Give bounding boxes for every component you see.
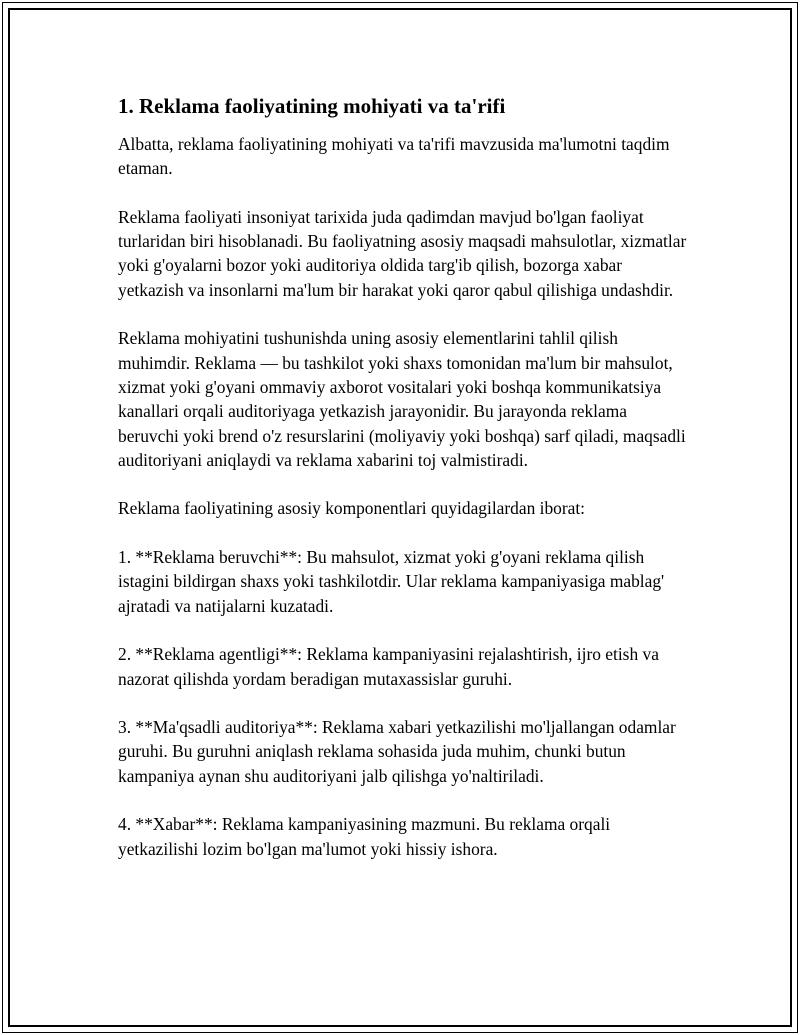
paragraph-history: Reklama faoliyati insoniyat tarixida juda qadimdan mavjud bo'lgan faoliyat turlaridan biri hisoblanadi. Bu faoliyatning asosiy maqsadi mahsulotlar, xizmatlar yoki g'oyalarni bozor yoki auditoriya oldida targ'ib qilish, bozorga xabar yetkazish va insonlarni ma'lum bir harakat yoki qaror qabul qilishiga undashdir.	[118, 206, 687, 300]
document-body	[118, 92, 688, 885]
paragraph-intro: Albatta, reklama faoliyatining mohiyati va ta'rifi mavzusida ma'lumotni taqdim etaman.	[118, 134, 670, 179]
list-item-target-audience: 3. **Ma'qsadli auditoriya**: Reklama xabari yetkazilishi mo'ljallangan odamlar guruhi. Bu guruhni aniqlash reklama sohasida juda muhim, chunki butun kampaniya aynan shu auditoriyani jalb qilishga yo'naltiriladi.	[118, 717, 676, 786]
list-item-advertiser: 1. **Reklama beruvchi**: Bu mahsulot, xizmat yoki g'oyani reklama qilish istagini bildirgan shaxs yoki tashkilotdir. Ular reklama kampaniyasiga mablag' ajratadi va natijalarni kuzatadi.	[118, 547, 665, 616]
list-item-agency: 2. **Reklama agentligi**: Reklama kampaniyasini rejalashtirish, ijro etish va nazorat qilishda yordam beradigan mutaxassislar guruhi.	[118, 644, 659, 689]
paragraph-components-intro: Reklama faoliyatining asosiy komponentlari quyidagilardan iborat:	[118, 498, 586, 519]
paragraph-essence: Reklama mohiyatini tushunishda uning asosiy elementlarini tahlil qilish muhimdir. Reklama — bu tashkilot yoki shaxs tomonidan ma'lum bir mahsulot, xizmat yoki g'oyani ommaviy axborot vositalari yoki boshqa kommunikatsiya kanallari orqali auditoriyaga yetkazish jarayonidir. Bu jarayonda reklama beruvchi yoki brend o'z resurslarini (moliyaviy yoki boshqa) sarf qiladi, maqsadli auditoriyani aniqlaydi va reklama xabarini toj valmistiradi.	[118, 328, 686, 470]
list-item-message: 4. **Xabar**: Reklama kampaniyasining mazmuni. Bu reklama orqali yetkazilishi lozim bo'lgan ma'lumot yoki hissiy ishora.	[118, 814, 611, 859]
document-title: 1. Reklama faoliyatining mohiyati va ta'rifi	[118, 94, 506, 118]
